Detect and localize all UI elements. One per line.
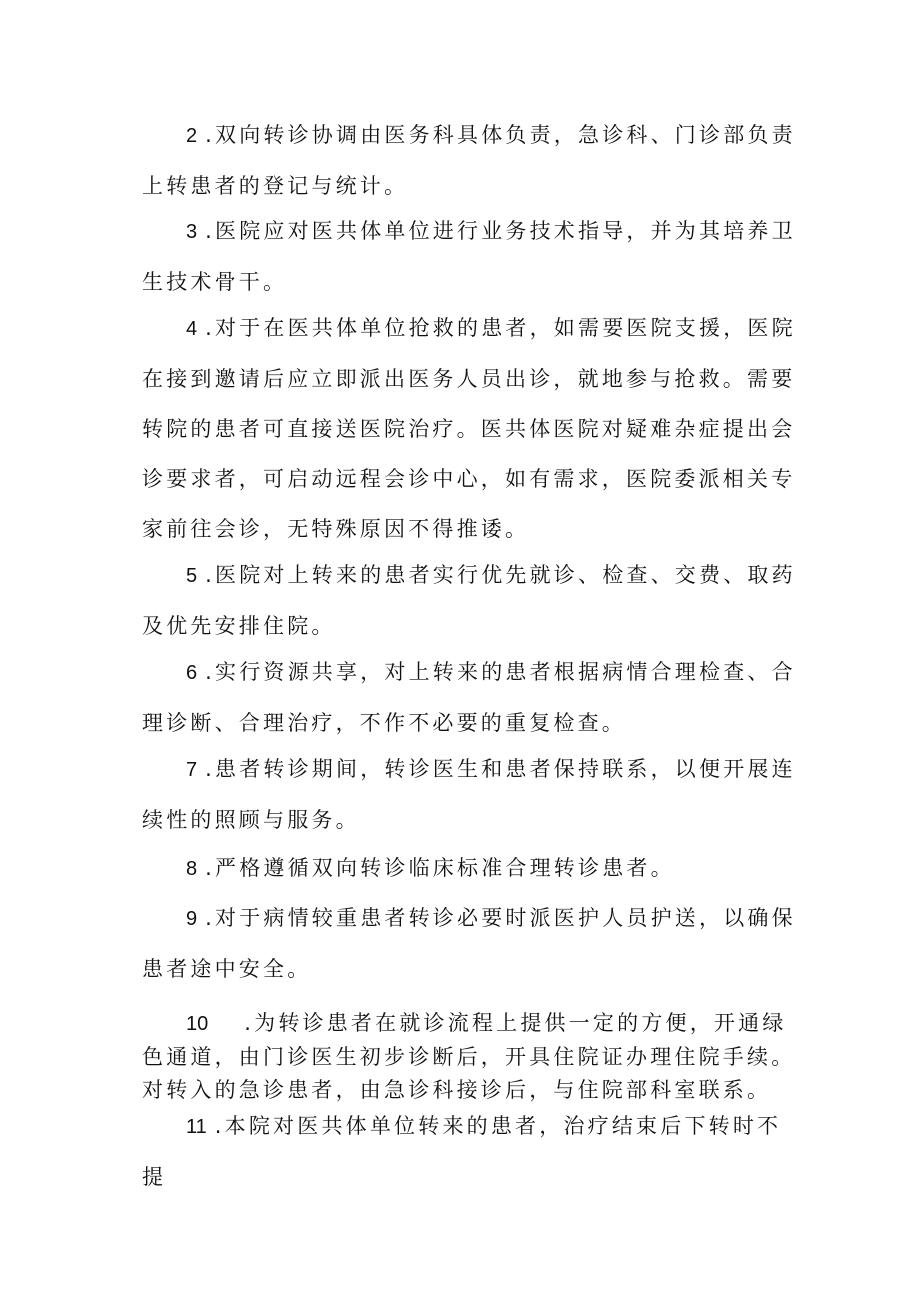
clause-2 bbox=[142, 110, 798, 211]
clause-text: .双向转诊协调由医务科具体负责，急诊科、门诊部负责上转患者的登记与统计。 bbox=[142, 123, 796, 198]
clause-number: 8 bbox=[186, 858, 198, 880]
clause-text: .严格遵循双向转诊临床标准合理转诊患者。 bbox=[205, 856, 675, 880]
clause-5 bbox=[142, 550, 798, 651]
clause-number: 5 bbox=[186, 565, 198, 587]
clause-number: 7 bbox=[186, 759, 198, 781]
clause-number: 11 bbox=[186, 1116, 207, 1138]
clause-number: 3 bbox=[186, 221, 198, 243]
clause-7 bbox=[142, 744, 798, 845]
clause-10 bbox=[142, 1007, 798, 1107]
clause-text: .为转诊患者在就诊流程上提供一定的方便，开通绿色通道，由门诊医生初步诊断后，开具住院证办理住院手续。对转入的急诊患者，由急诊科接诊后，与住院部科室联系。 bbox=[142, 1011, 796, 1102]
clause-number: 2 bbox=[186, 125, 198, 147]
clause-text: .本院对医共体单位转来的患者，治疗结束后下转时不提 bbox=[142, 1114, 782, 1189]
clause-text: .医院应对医共体单位进行业务技术指导，并为其培养卫生技术骨干。 bbox=[142, 219, 796, 294]
clause-number: 4 bbox=[186, 318, 198, 340]
clause-4 bbox=[142, 303, 798, 554]
clause-number: 9 bbox=[186, 908, 198, 930]
clause-number: 10 bbox=[186, 1013, 209, 1035]
clause-9 bbox=[142, 893, 798, 994]
clause-6 bbox=[142, 647, 798, 748]
clause-text: .患者转诊期间，转诊医生和患者保持联系，以便开展连续性的照顾与服务。 bbox=[142, 757, 796, 832]
clause-3 bbox=[142, 206, 798, 307]
clause-text: .对于在医共体单位抢救的患者，如需要医院支援，医院在接到邀请后应立即派出医务人员出诊，就地参与抢救。需要转院的患者可直接送医院治疗。医共体医院对疑难杂症提出会诊要求者，可启动远程会诊中心，如有需求，医院委派相关专家前往会诊，无特殊原因不得推诿。 bbox=[142, 316, 796, 541]
clause-11 bbox=[142, 1101, 798, 1202]
clause-text: .对于病情较重患者转诊必要时派医护人员护送，以确保患者途中安全。 bbox=[142, 906, 796, 981]
clause-8 bbox=[142, 843, 798, 894]
clause-text: .实行资源共享，对上转来的患者根据病情合理检查、合理诊断、合理治疗，不作不必要的重复检查。 bbox=[142, 660, 796, 735]
clause-text: .医院对上转来的患者实行优先就诊、检查、交费、取药及优先安排住院。 bbox=[142, 563, 796, 638]
clause-number: 6 bbox=[186, 662, 198, 684]
